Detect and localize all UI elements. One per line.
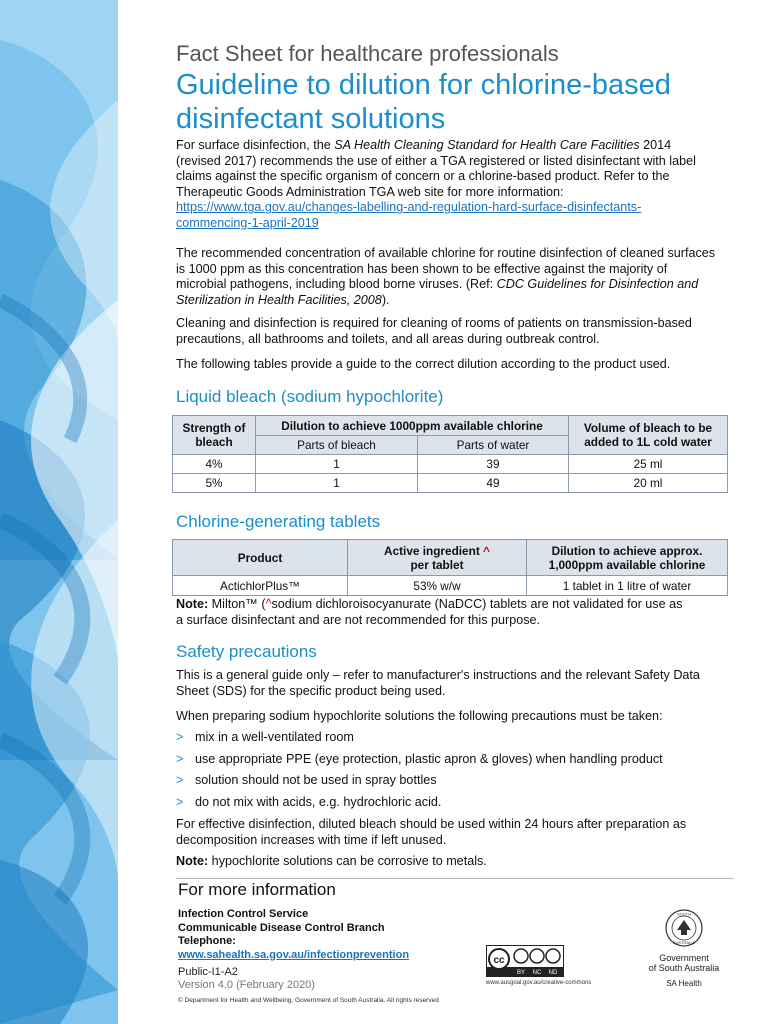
intro-paragraph [176, 138, 716, 232]
col-volume: Volume of bleach to be added to 1L cold water [569, 416, 728, 455]
sub-parts-bleach: Parts of bleach [256, 436, 418, 455]
title-line-1: Guideline to dilution for chlorine-based [176, 69, 671, 101]
tga-link-line-2[interactable]: commencing-1-april-2019 [176, 215, 319, 230]
note-caret: ^ [265, 597, 272, 611]
tga-link-line-1[interactable]: https://www.tga.gov.au/changes-labelling-and-regulation-hard-surface-disinfectants- [176, 200, 642, 215]
cleaning-paragraph: Cleaning and disinfection is required for cleaning of rooms of patients on transmission-based precautions, all bathrooms and toilets, and all areas during outbreak control. [176, 316, 692, 346]
contact-block [178, 908, 409, 962]
list-item [176, 730, 716, 752]
footer-divider [176, 878, 734, 879]
chevron-right-icon: > [176, 794, 184, 809]
title-line-2: disinfectant solutions [176, 103, 446, 135]
tablets-heading: Chlorine-generating tablets [176, 512, 381, 531]
more-info-heading: For more information [178, 880, 336, 899]
effective-disinfection-paragraph: For effective disinfection, diluted bleach should be used within 24 hours after preparation as decomposition increases with time if left unused. [176, 817, 687, 847]
version-label: Version 4.0 (February 2020) [178, 979, 315, 991]
col-dilution-approx: Dilution to achieve approx. 1,000ppm available chlorine [527, 540, 728, 576]
seal-text-bottom: AUSTRALIA [672, 940, 696, 945]
service-name: Infection Control Service [178, 908, 309, 920]
table-row [173, 576, 728, 596]
government-logo [634, 908, 734, 988]
by-label: BY [516, 970, 526, 976]
cell-volume: 20 ml [569, 474, 728, 493]
infection-prevention-link[interactable]: www.sahealth.sa.gov.au/infectionprevention [178, 948, 410, 961]
sub-parts-water: Parts of water [417, 436, 568, 455]
chevron-right-icon: > [176, 730, 184, 744]
cell-product: ActichlorPlus™ [173, 576, 348, 596]
cell-dilution: 1 tablet in 1 litre of water [527, 576, 728, 596]
creative-commons-badge [486, 945, 564, 977]
list-item [176, 773, 716, 795]
sa-health-label: SA Health [666, 979, 702, 988]
page-title [176, 68, 671, 136]
list-item-text: solution should not be used in spray bottles [195, 773, 437, 787]
safety-intro: This is a general guide only – refer to manufacturer's instructions and the relevant Safety Data Sheet (SDS) for the specific product being used. [176, 668, 700, 698]
list-item [176, 795, 716, 817]
cell-volume: 25 ml [569, 455, 728, 474]
tga-link[interactable] [176, 200, 641, 230]
cell-strength: 5% [173, 474, 256, 493]
copyright-notice: © Department for Health and Wellbeing, Government of South Australia. All rights reserved [178, 997, 439, 1004]
concentration-text-a: The recommended concentration of available chlorine for routine disinfection of cleaned surfaces is 1000 ppm as this concentration has been shown to be effective against the majority of microbial pathogens, including blood borne viruses. (Ref: [176, 246, 716, 292]
government-line-1: Government [659, 953, 709, 963]
col-dilution: Dilution to achieve 1000ppm available chlorine [256, 416, 569, 436]
note-label: Note: [176, 597, 209, 611]
list-item [176, 752, 716, 774]
cc-icon: cc [493, 955, 505, 966]
side-decoration [0, 0, 160, 1024]
list-item-text: mix in a well-ventilated room [195, 730, 354, 744]
cell-bleach: 1 [256, 474, 418, 493]
intro-text-b: 2014 (revised 2017) recommends the use of either a TGA registered or listed disinfectant with label claims against the specific organism of concern or a chlorine-based product. Refer to the Therapeutic Goods Administration TGA web site for more information: [176, 138, 696, 199]
note-text-b: sodium dichloroisocyanurate (NaDCC) tablets are not validated for use as a surface disinfectant and are not recommended for this purpose. [176, 597, 683, 627]
nd-icon [546, 949, 560, 963]
bleach-heading: Liquid bleach (sodium hypochlorite) [176, 387, 444, 406]
bleach-table [172, 415, 728, 493]
standard-title: SA Health Cleaning Standard for Health Care Facilities [334, 138, 640, 152]
telephone-label: Telephone: [178, 935, 236, 947]
government-line-2: of South Australia [648, 963, 720, 973]
caret-mark: ^ [483, 543, 490, 558]
list-item-text: use appropriate PPE (eye protection, plastic apron & gloves) when handling product [195, 751, 663, 766]
cell-bleach: 1 [256, 455, 418, 474]
cc-url: www.ausgoal.gov.au/creative-commons [486, 980, 592, 986]
active-label-2: per tablet [410, 557, 464, 572]
cell-strength: 4% [173, 455, 256, 474]
wave-artwork [0, 0, 160, 1024]
list-item-text: do not mix with acids, e.g. hydrochloric acid. [195, 794, 442, 809]
document-code: Public-I1-A2 [178, 966, 238, 978]
concentration-text-b: ). [381, 292, 390, 307]
precautions-list [176, 730, 716, 816]
nc-label: NC [532, 970, 542, 976]
active-label: Active ingredient [384, 543, 480, 558]
safety-heading: Safety precautions [176, 642, 317, 661]
intro-text-a: For surface disinfection, the [176, 138, 335, 152]
table-row [173, 474, 728, 493]
cell-water: 49 [417, 474, 568, 493]
table-row [173, 455, 728, 474]
safety-precautions-intro: When preparing sodium hypochlorite solutions the following precautions must be taken: [176, 709, 663, 723]
chevron-right-icon: > [176, 773, 184, 787]
note-label: Note: [176, 854, 209, 868]
branch-name: Communicable Disease Control Branch [178, 921, 385, 934]
cell-water: 39 [417, 455, 568, 474]
note-text-a: Milton™ ( [208, 597, 266, 611]
col-active-ingredient [348, 540, 527, 576]
cell-active: 53% w/w [348, 576, 527, 596]
cdc-reference: CDC Guidelines for Disinfection and Sterilization in Health Facilities, 2008 [176, 277, 699, 307]
chevron-right-icon: > [176, 751, 184, 766]
nd-label: ND [548, 970, 558, 976]
col-strength: Strength of bleach [173, 416, 256, 455]
nc-icon [530, 949, 544, 963]
tables-intro-paragraph: The following tables provide a guide to the correct dilution according to the product used. [176, 357, 671, 371]
sa-seal-icon [663, 908, 705, 948]
fact-sheet-label: Fact Sheet for healthcare professionals [176, 41, 559, 66]
tablets-table [172, 539, 728, 596]
concentration-paragraph [176, 246, 716, 308]
by-icon [514, 949, 528, 963]
note-text: hypochlorite solutions can be corrosive to metals. [208, 854, 487, 868]
corrosion-note [176, 854, 716, 870]
col-product: Product [173, 540, 348, 576]
seal-text-top: SOUTH [677, 911, 691, 917]
tablets-note [176, 597, 686, 628]
